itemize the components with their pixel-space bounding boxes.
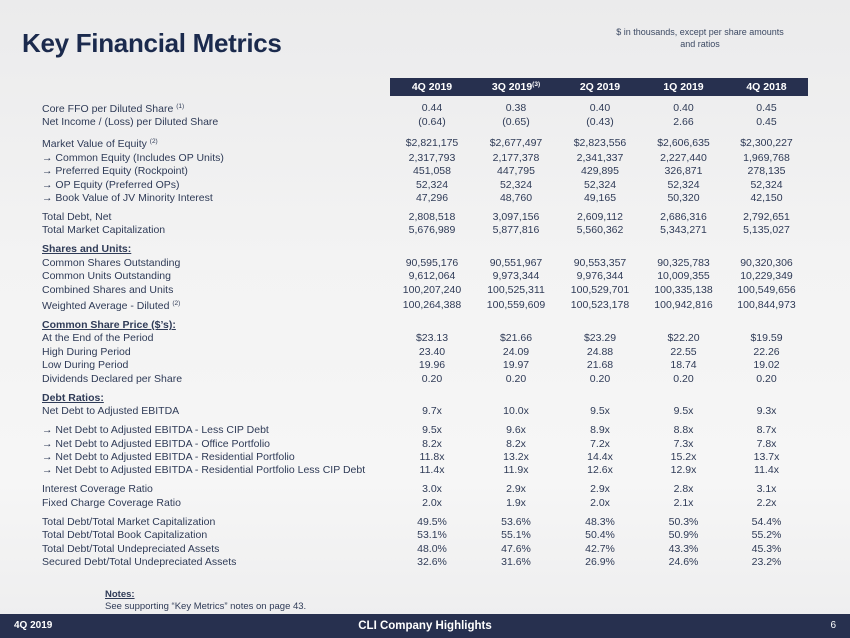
row-label: Secured Debt/Total Undepreciated Assets — [42, 555, 237, 568]
cell-value: 7.3x — [673, 437, 694, 450]
cell-value: 2.2x — [756, 496, 777, 509]
cell-value: 0.38 — [505, 101, 527, 114]
cell-value: $2,677,497 — [489, 136, 543, 149]
cell-value: 21.68 — [586, 359, 614, 372]
cell-value: 48.3% — [585, 515, 615, 528]
row-label: Total Market Capitalization — [42, 224, 166, 237]
section-heading-label: Shares and Units: — [42, 243, 132, 256]
cell-value: 8.8x — [673, 424, 694, 437]
cell-value: 2.0x — [422, 496, 442, 509]
cell-value: 32.6% — [417, 555, 447, 568]
cell-value: 90,551,967 — [489, 256, 543, 269]
cell-value — [558, 319, 642, 332]
key-financial-metrics-table — [42, 78, 808, 569]
cell-value: 24.09 — [502, 345, 530, 358]
row-label: Market Value of Equity $^{(2)}$ — [42, 138, 158, 151]
cell-value: 1.9x — [506, 496, 526, 509]
row-label: Total Debt, Net — [42, 211, 112, 224]
cell-value: 5,877,816 — [492, 224, 540, 237]
cell-value: $2,821,175 — [405, 136, 459, 149]
cell-value: 9.5x — [590, 405, 610, 418]
cell-value: $2,606,635 — [657, 136, 710, 149]
table-row — [42, 211, 808, 224]
cell-value: 50.3% — [668, 515, 699, 528]
cell-value — [642, 319, 725, 332]
label-column-header — [42, 78, 390, 96]
cell-value: 429,895 — [581, 165, 619, 178]
column-header-2q-2019: 2Q 2019 — [558, 78, 642, 96]
cell-value — [558, 243, 642, 256]
cell-value: 10,009,355 — [657, 270, 710, 283]
table-row — [42, 152, 808, 165]
cell-value: 45.3% — [751, 542, 782, 555]
cell-value: 10,229,349 — [740, 270, 793, 283]
cell-value: 49,165 — [583, 192, 617, 205]
table-row — [42, 424, 808, 437]
row-label: → Net Debt to Adjusted EBITDA - Residential Portfolio — [42, 450, 295, 463]
row-label: → Common Equity (Includes OP Units) — [42, 151, 224, 164]
cell-value: 90,325,783 — [657, 256, 710, 269]
section-heading-row — [42, 392, 808, 405]
cell-value: 26.9% — [585, 555, 615, 568]
column-header-4q-2019: 4Q 2019 — [390, 78, 474, 96]
row-label: At the End of the Period — [42, 332, 154, 345]
table-row — [42, 179, 808, 192]
cell-value: 9,976,344 — [576, 270, 624, 283]
cell-value: 100,525,311 — [487, 283, 545, 296]
cell-value: (0.64) — [418, 116, 446, 129]
table-row — [42, 332, 808, 345]
cell-value: 42,150 — [750, 192, 783, 205]
cell-value: (0.43) — [586, 116, 614, 129]
table-row — [42, 556, 808, 569]
cell-value: 0.45 — [756, 101, 777, 114]
cell-value: 13.7x — [753, 450, 780, 463]
cell-value: 48,760 — [499, 192, 533, 205]
cell-value: 12.9x — [670, 464, 697, 477]
cell-value: 47,296 — [415, 192, 449, 205]
cell-value: 19.97 — [502, 359, 530, 372]
cell-value: 8.2x — [506, 437, 526, 450]
cell-value: 11.4x — [754, 464, 779, 477]
cell-value: 19.02 — [753, 359, 780, 372]
cell-value — [725, 319, 808, 332]
cell-value: $23.29 — [583, 332, 617, 345]
cell-value: 18.74 — [670, 359, 697, 372]
cell-value: 2.9x — [506, 483, 526, 496]
section-heading-label: Common Share Price ($’s): — [42, 319, 176, 332]
row-label: Net Debt to Adjusted EBITDA — [42, 405, 180, 418]
cell-value: 9.7x — [422, 405, 442, 418]
table-row — [42, 135, 808, 151]
cell-value: 22.55 — [670, 345, 697, 358]
cell-value: 2.0x — [590, 496, 610, 509]
row-label: Dividends Declared per Share — [42, 372, 183, 385]
cell-value: 100,529,701 — [570, 283, 630, 296]
table-row — [42, 100, 808, 116]
units-note — [590, 26, 810, 50]
section-heading-label: Debt Ratios: — [42, 391, 104, 404]
table-row — [42, 284, 808, 297]
table-row — [42, 543, 808, 556]
cell-value: 11.4x — [419, 464, 445, 477]
cell-value: 2,792,651 — [743, 211, 790, 224]
cell-value: 8.7x — [756, 424, 777, 437]
cell-value: 50.4% — [585, 529, 615, 542]
footer-quarter-label: 4Q 2019 — [14, 620, 53, 631]
cell-value: 22.26 — [753, 345, 780, 358]
table-row — [42, 346, 808, 359]
cell-value: 0.45 — [756, 116, 777, 129]
row-label: → Book Value of JV Minority Interest — [42, 192, 213, 205]
cell-value: 0.20 — [589, 372, 611, 385]
cell-value: 0.20 — [673, 372, 694, 385]
cell-value: 50,320 — [667, 192, 700, 205]
cell-value: 0.20 — [756, 372, 777, 385]
cell-value: 42.7% — [585, 542, 615, 555]
cell-value: 451,058 — [413, 165, 451, 178]
cell-value: 326,871 — [664, 165, 703, 178]
cell-value: 7.2x — [590, 437, 610, 450]
cell-value: 9,973,344 — [492, 270, 540, 283]
row-label: Combined Shares and Units — [42, 283, 174, 296]
cell-value: 5,135,027 — [743, 224, 790, 237]
cell-value: 53.6% — [501, 515, 531, 528]
row-label: Interest Coverage Ratio — [42, 483, 153, 496]
cell-value: 0.40 — [673, 101, 694, 114]
cell-value: 14.4x — [587, 450, 613, 463]
cell-value: 2,177,378 — [492, 151, 540, 164]
row-label: Total Debt/Total Market Capitalization — [42, 515, 216, 528]
cell-value: 5,676,989 — [408, 224, 456, 237]
cell-value: 1,969,768 — [743, 151, 790, 164]
table-row — [42, 438, 808, 451]
cell-value: 0.20 — [421, 372, 443, 385]
cell-value: 100,264,388 — [402, 298, 462, 311]
row-label: → Net Debt to Adjusted EBITDA - Office Portfolio — [42, 437, 270, 450]
cell-value: 52,324 — [583, 178, 617, 191]
cell-value: 2,808,518 — [408, 211, 456, 224]
cell-value: $22.20 — [667, 332, 700, 345]
cell-value: 100,844,973 — [737, 298, 796, 311]
cell-value: 5,343,271 — [660, 224, 707, 237]
cell-value — [725, 243, 808, 256]
table-row — [42, 516, 808, 529]
cell-value: 7.8x — [756, 437, 777, 450]
row-label: Common Shares Outstanding — [42, 256, 181, 269]
cell-value: 54.4% — [751, 515, 782, 528]
cell-value: 8.2x — [422, 437, 442, 450]
notes-block — [105, 589, 306, 612]
notes-title: Notes: — [105, 589, 135, 600]
cell-value: 100,335,138 — [654, 283, 713, 296]
cell-value: 447,795 — [497, 165, 535, 178]
table-row — [42, 464, 808, 477]
row-label: High During Period — [42, 345, 131, 358]
table-header-row — [42, 78, 808, 96]
cell-value: 13.2x — [503, 450, 529, 463]
cell-value — [725, 392, 808, 405]
cell-value: 15.2x — [670, 450, 697, 463]
notes-body: See supporting “Key Metrics” notes on page 43. — [105, 600, 307, 612]
cell-value: 49.5% — [417, 515, 447, 528]
cell-value: 52,324 — [415, 178, 449, 191]
cell-value: 2.1x — [673, 496, 694, 509]
cell-value: 90,553,357 — [573, 256, 627, 269]
cell-value: 9.5x — [673, 405, 694, 418]
cell-value: $19.59 — [750, 332, 783, 345]
cell-value: 100,523,178 — [570, 298, 630, 311]
cell-value: $2,823,556 — [573, 136, 627, 149]
row-label: Common Units Outstanding — [42, 270, 171, 283]
table-body — [42, 96, 808, 569]
cell-value: 55.1% — [501, 529, 531, 542]
cell-value: 24.6% — [668, 555, 699, 568]
cell-value: 100,559,609 — [486, 298, 546, 311]
table-row — [42, 451, 808, 464]
cell-value: 100,207,240 — [402, 283, 462, 296]
cell-value: 278,135 — [747, 165, 786, 178]
table-row — [42, 373, 808, 386]
cell-value: 90,595,176 — [405, 256, 459, 269]
row-label: → OP Equity (Preferred OPs) — [42, 178, 180, 191]
cell-value: 2.9x — [590, 483, 610, 496]
cell-value: 2,686,316 — [660, 211, 707, 224]
units-note-line1: $ in thousands, except per share amounts — [616, 27, 784, 37]
table-row — [42, 257, 808, 270]
cell-value: 3.0x — [422, 483, 442, 496]
cell-value: 11.9x — [503, 464, 529, 477]
cell-value: $21.66 — [499, 332, 533, 345]
cell-value: 2.8x — [673, 483, 694, 496]
cell-value: 2,317,793 — [408, 151, 456, 164]
row-label: Fixed Charge Coverage Ratio — [42, 496, 181, 509]
table-row — [42, 529, 808, 542]
section-heading-row — [42, 319, 808, 332]
cell-value: (0.65) — [502, 116, 530, 129]
cell-value — [390, 392, 474, 405]
cell-value: 47.6% — [501, 542, 531, 555]
cell-value — [642, 392, 725, 405]
row-label: Total Debt/Total Undepreciated Assets — [42, 542, 220, 555]
table-row — [42, 270, 808, 283]
cell-value: 90,320,306 — [740, 256, 793, 269]
row-label: → Net Debt to Adjusted EBITDA - Less CIP Debt — [42, 424, 269, 437]
cell-value: 52,324 — [499, 178, 533, 191]
footer-center-title: CLI Company Highlights — [358, 620, 492, 632]
cell-value: 48.0% — [417, 542, 447, 555]
column-header-1q-2019: 1Q 2019 — [642, 78, 725, 96]
section-heading-row — [42, 243, 808, 256]
cell-value: 0.20 — [505, 372, 527, 385]
cell-value: 52,324 — [667, 178, 700, 191]
table-row — [42, 116, 808, 129]
footer-bar — [0, 614, 850, 638]
cell-value: 52,324 — [750, 178, 783, 191]
cell-value: 5,560,362 — [576, 224, 624, 237]
cell-value: 9.6x — [506, 424, 526, 437]
table-row — [42, 224, 808, 237]
cell-value: 10.0x — [503, 405, 529, 418]
cell-value: 50.9% — [668, 529, 699, 542]
cell-value: 8.9x — [590, 424, 610, 437]
cell-value: $23.13 — [415, 332, 449, 345]
row-label: Low During Period — [42, 359, 129, 372]
cell-value: 2,609,112 — [577, 211, 623, 224]
cell-value — [390, 319, 474, 332]
cell-value: 24.88 — [586, 345, 614, 358]
cell-value — [558, 392, 642, 405]
cell-value: 19.96 — [418, 359, 446, 372]
cell-value: 53.1% — [417, 529, 447, 542]
cell-value: $2,300,227 — [740, 136, 793, 149]
column-header-3q-2019: 3Q 2019$^{(3)}$ — [474, 78, 558, 96]
cell-value: 0.44 — [421, 101, 443, 114]
cell-value: 2.66 — [673, 116, 694, 129]
row-label: Core FFO per Diluted Share $^{(1)}$ — [42, 103, 185, 115]
cell-value — [390, 243, 474, 256]
cell-value: 100,942,816 — [654, 298, 713, 311]
cell-value: 23.2% — [751, 555, 782, 568]
cell-value: 2,341,337 — [576, 151, 624, 164]
row-label: → Net Debt to Adjusted EBITDA - Residential Portfolio Less CIP Debt — [42, 464, 366, 477]
table-row — [42, 483, 808, 496]
cell-value: 11.8x — [419, 450, 445, 463]
cell-value: 3.1x — [756, 483, 777, 496]
cell-value: 9.5x — [422, 424, 442, 437]
table-row — [42, 405, 808, 418]
table-row — [42, 165, 808, 178]
page-title: Key Financial Metrics — [22, 28, 282, 58]
cell-value: 23.40 — [418, 345, 446, 358]
table-row — [42, 359, 808, 372]
table-row — [42, 297, 808, 313]
cell-value — [474, 319, 558, 332]
units-note-line2: and ratios — [680, 39, 720, 49]
cell-value: 31.6% — [501, 555, 531, 568]
cell-value — [642, 243, 725, 256]
cell-value: 0.40 — [589, 101, 611, 114]
cell-value: 3,097,156 — [492, 211, 540, 224]
row-label: Weighted Average - Diluted $^{(2)}$ — [42, 300, 181, 313]
cell-value: 43.3% — [668, 542, 699, 555]
column-header-4q-2018: 4Q 2018 — [725, 78, 808, 96]
cell-value — [474, 392, 558, 405]
table-row — [42, 192, 808, 205]
cell-value: 9.3x — [756, 405, 777, 418]
cell-value: 55.2% — [751, 529, 782, 542]
row-label: Total Debt/Total Book Capitalization — [42, 529, 208, 542]
row-label: Net Income / (Loss) per Diluted Share — [42, 116, 219, 129]
footer-page-number: 6 — [830, 620, 836, 631]
cell-value: 2,227,440 — [660, 151, 707, 164]
cell-value — [474, 243, 558, 256]
cell-value: 12.6x — [587, 464, 613, 477]
cell-value: 100,549,656 — [737, 283, 796, 296]
row-label: → Preferred Equity (Rockpoint) — [42, 165, 188, 178]
table-row — [42, 497, 808, 510]
cell-value: 9,612,064 — [408, 270, 456, 283]
